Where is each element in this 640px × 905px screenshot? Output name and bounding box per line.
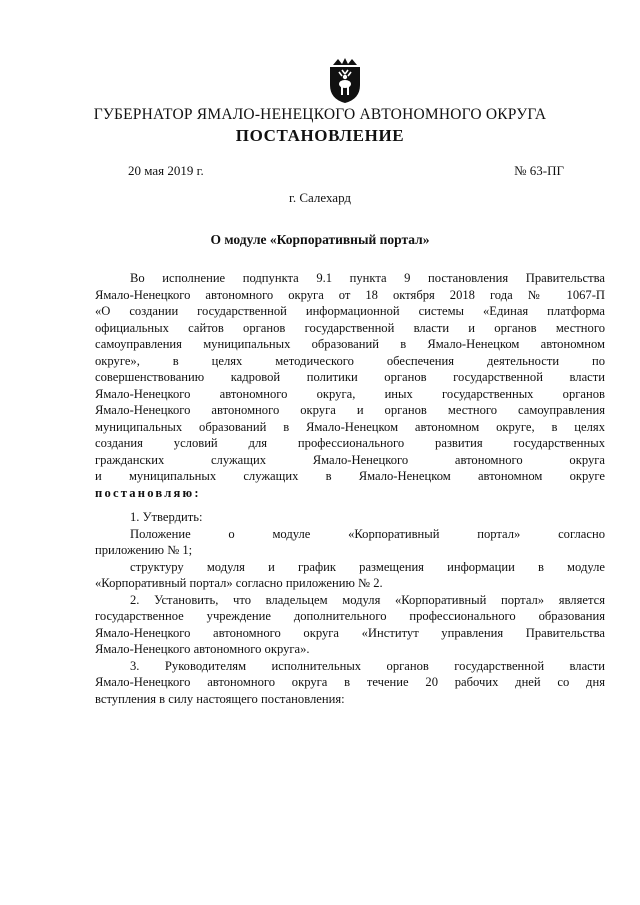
body-line: муниципальных образований в Ямало-Ненецком автономном округе, в целях <box>95 419 605 434</box>
document-date: 20 мая 2019 г. <box>128 163 204 178</box>
body-line: государственное учреждение дополнительного профессионального образования <box>95 609 605 623</box>
document-type-title: ПОСТАНОВЛЕНИЕ <box>235 126 405 145</box>
body-line: самоуправления муниципальных образований в Ямало-Ненецком автономном <box>95 337 605 351</box>
body-line: совершенствованию кадровой политики органов государственной власти <box>95 370 605 384</box>
body-line: Во исполнение подпункта 9.1 пункта 9 постановления Правительства <box>130 271 605 285</box>
body-line: 2. Установить, что владельцем модуля «Корпоративный портал» является <box>130 592 605 607</box>
body-line: «Корпоративный портал» согласно приложению № 2. <box>95 576 383 590</box>
body-line: структуру модуля и график размещения информации в модуле <box>130 559 605 574</box>
body-line: 1. Утвердить: <box>130 510 203 524</box>
authority-heading: ГУБЕРНАТОР ЯМАЛО-НЕНЕЦКОГО АВТОНОМНОГО ОКРУГА <box>93 106 547 123</box>
document-subject: О модуле «Корпоративный портал» <box>210 232 430 247</box>
body-line: приложению № 1; <box>95 543 193 557</box>
body-line: Ямало-Ненецкого автономного округа, иных государственных органов <box>95 386 605 401</box>
body-line: Ямало-Ненецкого автономного округа в течение 20 рабочих дней со дня <box>95 675 605 689</box>
document-city: г. Салехард <box>288 190 352 205</box>
decree-keyword: постановляю: <box>95 485 201 500</box>
document-number: № 63-ПГ <box>514 163 564 178</box>
body-line: вступления в силу настоящего постановления: <box>95 691 345 706</box>
body-line: 3. Руководителям исполнительных органов государственной власти <box>130 658 605 673</box>
body-line: Ямало-Ненецкого автономного округа от 18 октября 2018 года № 1067-П <box>95 287 605 302</box>
body-line: гражданских служащих Ямало-Ненецкого автономного округа <box>95 452 605 467</box>
body-line: «О создании государственной информационной системы «Единая платформа <box>95 304 605 318</box>
body-line: создания условий для профессионального развития государственных <box>95 436 605 450</box>
body-line: официальных сайтов органов государственной власти и органов местного <box>95 320 605 335</box>
body-line: Ямало-Ненецкого автономного округа». <box>95 642 310 656</box>
coat-of-arms-icon <box>327 56 363 104</box>
body-line: и муниципальных служащих в Ямало-Ненецком автономном округе <box>95 469 605 483</box>
body-line: округе», в целях методического обеспечения деятельности по <box>95 353 605 368</box>
document-body <box>95 270 605 707</box>
body-line: Положение о модуле «Корпоративный портал» согласно <box>130 526 605 541</box>
body-line: Ямало-Ненецкого автономного округа «Институт управления Правительства <box>95 625 605 640</box>
body-line: Ямало-Ненецкого автономного округа и органов местного самоуправления <box>95 403 605 417</box>
